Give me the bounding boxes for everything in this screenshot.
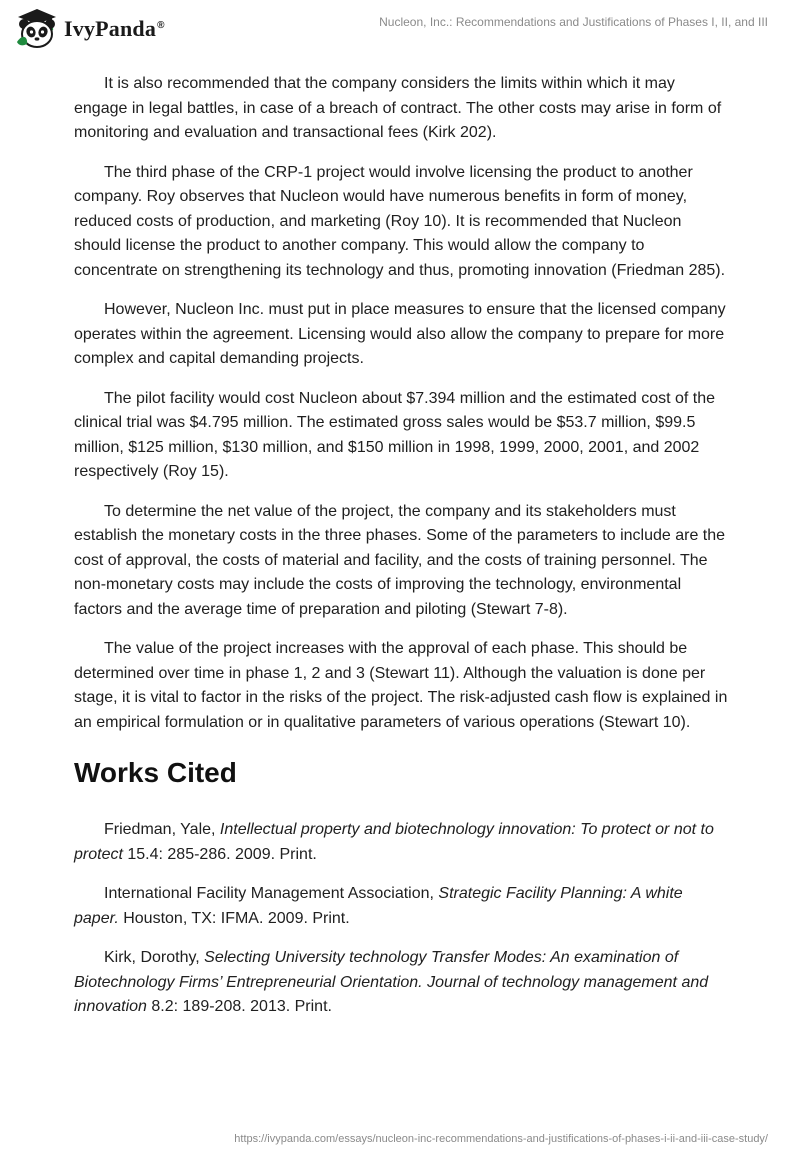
citation-author: Friedman, Yale, — [104, 821, 220, 838]
citation-author: Kirk, Dorothy, — [104, 949, 205, 966]
document-title: Nucleon, Inc.: Recommendations and Justifications of Phases I, II, and III — [379, 15, 768, 29]
citation-entry — [74, 882, 730, 931]
body-paragraph: The third phase of the CRP-1 project would involve licensing the product to another company. Roy observes that Nucleon would have numerous benefits in form of money, reduced costs of production, and marketing (Roy 10). It is recommended that Nucleon should license the product to another company. This would allow the company to concentrate on strengthening its technology and thus, promoting innovation (Friedman 285). — [74, 163, 726, 279]
citation-title: Intellectual property and biotechnology innovation: To protect or not to protect — [74, 821, 714, 863]
works-cited-heading: Works Cited — [74, 757, 237, 788]
citation-entry — [74, 818, 730, 867]
body-paragraph: To determine the net value of the project, the company and its stakeholders must establish the monetary costs in the three phases. Some of the parameters to include are the cost of approval, the costs of material and facility, and the costs of training personnel. The non-monetary costs may include the costs of improving the technology, environmental factors and the average time of preparation and piloting (Stewart 7-8). — [74, 502, 726, 618]
body-paragraph: The value of the project increases with the approval of each phase. This should be determined over time in phase 1, 2 and 3 (Stewart 11). Although the valuation is done per stage, it is vital to factor in the risks of the project. The risk-adjusted cash flow is explained in an empirical formulation or in qualitative parameters of various operations (Stewart 10). — [74, 640, 728, 731]
citation-author: International Facility Management Association, — [104, 885, 439, 902]
essay-content — [74, 72, 730, 1035]
source-url[interactable]: https://ivypanda.com/essays/nucleon-inc-recommendations-and-justifications-of-phases-i-ii-and-iii-case-study/ — [234, 1133, 768, 1145]
body-paragraph: It is also recommended that the company considers the limits within which it may engage in legal battles, in case of a breach of contract. The other costs may arise in form of monitoring and evaluation and transactional fees (Kirk 202). — [74, 75, 722, 141]
citation-details: Houston, TX: IFMA. 2009. Print. — [118, 909, 350, 927]
citation-details: 15.4: 285-286. 2009. Print. — [122, 845, 317, 863]
citation-entry — [74, 946, 730, 1020]
citation-details: 8.2: 189-208. 2013. Print. — [146, 998, 332, 1015]
citation-title: Selecting University technology Transfer Modes: An examination of Biotechnology Firms’ Entrepreneurial Orientation. Journal of technology management and innovation — [74, 949, 709, 1015]
ivypanda-logo[interactable] — [14, 6, 165, 52]
citation-title: Strategic Facility Planning: A white paper. — [74, 885, 683, 927]
body-paragraph: The pilot facility would cost Nucleon about $7.394 million and the estimated cost of the clinical trial was $4.795 million. The estimated gross sales would be $53.7 million, $99.5 million, $125 million, $130 million, and $150 million in 1998, 1999, 2000, 2001, and 2002 respectively (Roy 15). — [74, 389, 716, 480]
logo-wordmark: IvyPanda® — [64, 16, 165, 41]
page-header — [0, 0, 800, 62]
panda-graduate-icon — [14, 6, 60, 52]
body-paragraph: However, Nucleon Inc. must put in place measures to ensure that the licensed company operates within the agreement. Licensing would also allow the company to prepare for more complex and capital demanding projects. — [74, 301, 726, 367]
registered-mark: ® — [157, 19, 165, 31]
